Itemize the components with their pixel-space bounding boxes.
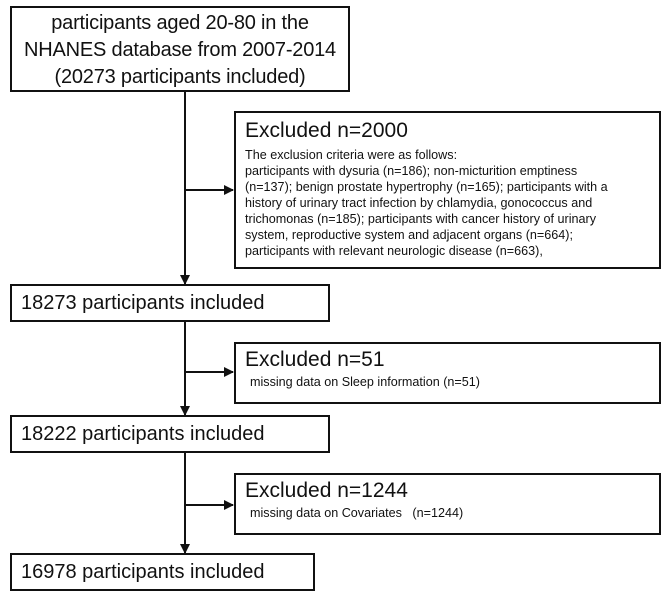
initial-cohort-box <box>10 6 350 92</box>
exclusion-box-1 <box>234 111 661 269</box>
cohort-label: 18273 participants included <box>21 292 265 314</box>
exclusion-detail: missing data on Sleep information (n=51) <box>250 375 480 389</box>
exclusion-heading: Excluded n=51 <box>245 348 385 371</box>
exclusion-heading: Excluded n=2000 <box>245 119 408 142</box>
exclusion-criteria-line: system, reproductive system and adjacent organs (n=664); <box>245 228 573 242</box>
initial-cohort-line: NHANES database from 2007-2014 <box>24 39 336 61</box>
exclusion-criteria-line: The exclusion criteria were as follows: <box>245 148 458 162</box>
final-cohort-box <box>10 553 315 591</box>
exclusion-criteria-line: (n=137); benign prostate hypertrophy (n=165); participants with a <box>245 180 608 194</box>
exclusion-detail: missing data on Covariates (n=1244) <box>250 506 464 520</box>
exclusion-criteria-line: participants with dysuria (n=186); non-micturition emptiness <box>245 164 578 178</box>
exclusion-heading: Excluded n=1244 <box>245 479 408 502</box>
initial-cohort-line: participants aged 20-80 in the <box>51 12 309 34</box>
final-cohort-label: 16978 participants included <box>21 561 265 583</box>
exclusion-criteria-line: history of urinary tract infection by chlamydia, gonococcus and <box>245 196 593 210</box>
exclusion-box-2 <box>234 342 661 404</box>
exclusion-criteria-line: participants with relevant neurologic disease (n=663), <box>245 244 543 258</box>
cohort-label: 18222 participants included <box>21 423 265 445</box>
cohort-box-18222 <box>10 415 330 453</box>
cohort-box-18273 <box>10 284 330 322</box>
initial-cohort-line: (20273 participants included) <box>54 66 306 88</box>
exclusion-criteria-line: trichomonas (n=185); participants with cancer history of urinary <box>245 212 597 226</box>
exclusion-box-3 <box>234 473 661 535</box>
